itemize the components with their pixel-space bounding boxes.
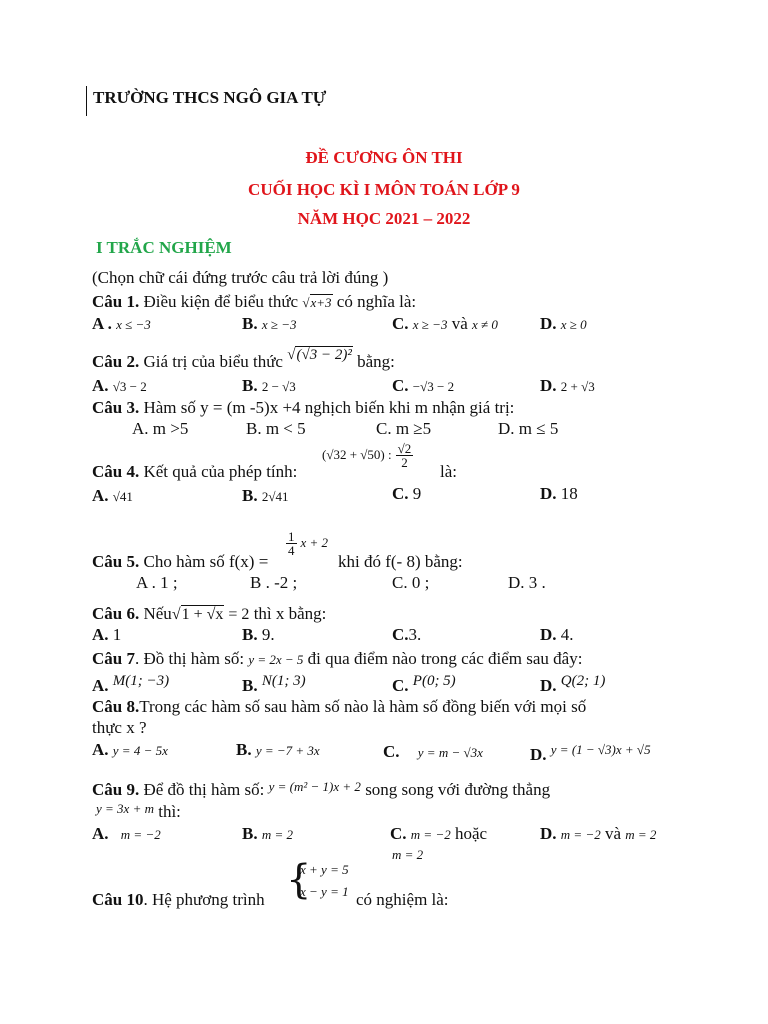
option-label: C. — [392, 625, 409, 644]
question-label: Câu 2. — [92, 352, 140, 371]
question-text-end: đi qua điểm nào trong các điểm sau đây: — [303, 649, 583, 668]
fraction: $\frac{√2}{2}$ — [397, 441, 412, 470]
q9-option-d[interactable] — [540, 824, 656, 844]
q3-option-d[interactable]: D. m ≤ 5 — [498, 419, 559, 438]
q6-option-c[interactable] — [392, 625, 421, 645]
question-text: . Đồ thị hàm số: — [134, 649, 245, 668]
question-5-end: khi đó f(- 8) bằng: — [338, 552, 463, 571]
option-value: m = −2 — [410, 827, 451, 842]
question-7 — [92, 649, 582, 669]
q1-option-b[interactable] — [242, 314, 297, 334]
question-label: Câu 4. — [92, 462, 140, 481]
option-value: N(1; 3) — [261, 673, 306, 689]
question-text: Điều kiện để biểu thức — [139, 292, 299, 311]
q7-option-a[interactable] — [92, 673, 170, 696]
q7-option-b[interactable] — [242, 673, 306, 696]
q5-math-expr — [286, 530, 328, 557]
q6-option-b[interactable] — [242, 625, 275, 645]
option-label: A . — [92, 314, 112, 333]
option-join: và — [451, 314, 468, 333]
q2-option-a[interactable] — [92, 376, 147, 396]
option-value: 4. — [556, 625, 574, 644]
question-4-end: là: — [440, 462, 457, 481]
q5-option-c[interactable]: C. 0 ; — [392, 573, 430, 592]
option-label: B. — [242, 376, 258, 395]
option-label: B. — [236, 740, 252, 759]
q3-option-c[interactable]: C. m ≥5 — [376, 419, 432, 438]
option-value: √3 − 2 — [112, 379, 147, 394]
option-label: D. — [540, 314, 557, 333]
option-value: y = −7 + 3x — [255, 743, 320, 758]
question-10 — [92, 890, 265, 910]
q5-option-b[interactable]: B . -2 ; — [250, 573, 298, 592]
question-text: Giá trị của biểu thức — [139, 352, 283, 371]
option-value: y = (1 − √3)x + √5 — [550, 742, 651, 757]
school-name: TRƯỜNG THCS NGÔ GIA TỰ — [93, 88, 327, 107]
question-1 — [92, 292, 416, 312]
question-3 — [92, 398, 514, 418]
question-text: Hàm số y = (m -5)x +4 nghịch biến khi m nhận giá trị: — [139, 398, 515, 417]
q4-option-a[interactable] — [92, 486, 133, 506]
option-value: 1 — [108, 625, 122, 644]
option-label: A. — [92, 376, 109, 395]
option-value: 2√41 — [261, 489, 289, 504]
question-10-end: có nghiệm là: — [356, 890, 449, 909]
q5-option-d[interactable]: D. 3 . — [508, 573, 546, 592]
math-expr-part: (√32 + √50) : — [322, 447, 392, 463]
option-value: y = m − √3x — [417, 745, 483, 760]
q8-option-d[interactable] — [530, 742, 651, 765]
option-value: 9 — [412, 484, 422, 503]
question-9-line2 — [96, 802, 181, 822]
q3-option-b[interactable]: B. m < 5 — [246, 419, 306, 438]
option-label: D. — [540, 376, 557, 395]
question-label: Câu 6. — [92, 604, 140, 623]
question-text-end: song song với đường thẳng — [360, 780, 551, 799]
q4-option-b[interactable] — [242, 486, 288, 506]
option-label: A. — [92, 824, 109, 843]
q8-option-a[interactable] — [92, 740, 168, 760]
option-value: x ≥ −3 — [261, 317, 297, 332]
math-expr: √1 + √x = 2 — [171, 606, 250, 623]
option-label: C. — [383, 742, 400, 761]
title-line-1: ĐỀ CƯƠNG ÔN THI — [305, 148, 463, 167]
option-value-2: m = 2 — [625, 827, 657, 842]
math-expr: y = 3x + m — [96, 801, 154, 816]
margin-line — [86, 86, 87, 116]
option-value: Q(2; 1) — [560, 673, 606, 689]
q6-option-d[interactable] — [540, 625, 574, 645]
question-2 — [92, 347, 395, 372]
q4-option-d[interactable] — [540, 484, 578, 504]
option-value: m = −2 — [560, 827, 601, 842]
q4-math-expr — [322, 442, 413, 469]
option-label: C. — [392, 314, 409, 333]
option-value: P(0; 5) — [412, 673, 456, 689]
q4-option-c[interactable] — [392, 484, 421, 504]
option-value: 2 + √3 — [560, 379, 595, 394]
math-expr: √x+3 — [302, 295, 332, 310]
option-label: C. — [392, 376, 409, 395]
question-text: Trong các hàm số sau hàm số nào là hàm số đồng biến với mọi số — [139, 697, 587, 716]
option-value: √41 — [112, 489, 133, 504]
option-value: 3. — [408, 625, 422, 644]
math-expr: √(√3 − 2)² — [287, 347, 352, 363]
option-value: x ≥ −3 — [412, 317, 448, 332]
brace-icon: { — [286, 857, 312, 903]
question-label: Câu 5. — [92, 552, 140, 571]
q7-option-c[interactable] — [392, 673, 456, 696]
q8-option-c[interactable] — [383, 742, 483, 762]
option-label: D. — [540, 625, 557, 644]
option-join: hoặc — [450, 824, 488, 843]
question-label: Câu 3. — [92, 398, 140, 417]
option-label: A. — [92, 625, 109, 644]
question-6 — [92, 604, 326, 624]
question-label: Câu 8. — [92, 697, 140, 716]
title-line-3: NĂM HỌC 2021 – 2022 — [297, 209, 471, 228]
option-label: B. — [242, 824, 258, 843]
option-label: C. — [392, 484, 409, 503]
option-label: B. — [242, 486, 258, 505]
option-label: D. — [530, 745, 547, 764]
math-expr-part: x + 2 — [300, 535, 329, 551]
question-label: Câu 7 — [92, 649, 135, 668]
q1-option-a[interactable] — [92, 314, 151, 334]
title-line-2: CUỐI HỌC KÌ I MÔN TOÁN LỚP 9 — [248, 180, 520, 199]
question-8-line2: thực x ? — [92, 718, 147, 737]
option-label: D. — [540, 676, 557, 695]
question-text: Để đồ thị hàm số: — [139, 780, 265, 799]
q5-option-a[interactable]: A . 1 ; — [136, 573, 178, 592]
question-label: Câu 1. — [92, 292, 140, 311]
q3-option-a[interactable]: A. m >5 — [132, 419, 189, 438]
question-text: Nếu — [139, 604, 172, 623]
q9-option-b[interactable] — [242, 824, 293, 844]
option-label: C. — [390, 824, 407, 843]
option-value: 18 — [560, 484, 578, 503]
q9-option-a[interactable] — [92, 824, 161, 844]
question-text-end: bằng: — [352, 352, 395, 371]
q7-option-d[interactable] — [540, 673, 606, 696]
option-label: D. — [540, 484, 557, 503]
option-value: 9. — [257, 625, 275, 644]
option-value: m = −2 — [120, 827, 161, 842]
question-label: Câu 10 — [92, 890, 144, 909]
q2-option-d[interactable] — [540, 376, 595, 396]
option-label: A. — [92, 486, 109, 505]
instruction: (Chọn chữ cái đứng trước câu trả lời đúng ) — [92, 268, 389, 287]
q2-option-c[interactable] — [392, 376, 454, 396]
option-value-2: m = 2 — [392, 847, 424, 862]
option-label: B. — [242, 314, 258, 333]
question-text-end: thì x bằng: — [249, 604, 327, 623]
question-text-end: thì: — [153, 802, 181, 821]
q1-option-d[interactable] — [540, 314, 587, 334]
question-label: Câu 9. — [92, 780, 140, 799]
q1-option-c[interactable] — [392, 314, 498, 334]
q2-option-b[interactable] — [242, 376, 296, 396]
option-value: x ≤ −3 — [116, 317, 151, 332]
option-label: C. — [392, 676, 409, 695]
option-value: −√3 − 2 — [412, 379, 455, 394]
fraction: $\frac{1}{4}$ — [288, 529, 295, 558]
option-value: m = 2 — [261, 827, 294, 842]
math-expr: y = 2x − 5 — [248, 652, 304, 667]
question-4 — [92, 462, 297, 482]
q8-option-b[interactable] — [236, 740, 320, 760]
option-label: A. — [92, 740, 109, 759]
question-text: Kết quả của phép tính: — [139, 462, 298, 481]
question-5 — [92, 552, 268, 572]
question-text: . Hệ phương trình — [143, 890, 265, 909]
q9-option-c-line2 — [392, 844, 423, 864]
option-value: x ≥ 0 — [560, 317, 587, 332]
option-label: B. — [242, 676, 258, 695]
option-value-2: x ≠ 0 — [472, 317, 498, 332]
option-label: B. — [242, 625, 258, 644]
q6-option-a[interactable] — [92, 625, 121, 645]
question-text-end: có nghĩa là: — [332, 292, 417, 311]
question-8 — [92, 697, 586, 717]
option-label: D. — [540, 824, 557, 843]
option-value: 2 − √3 — [261, 379, 296, 394]
math-expr: y = (m² − 1)x + 2 — [268, 779, 361, 794]
option-value: M(1; −3) — [112, 673, 170, 689]
q9-option-c[interactable] — [390, 824, 487, 844]
option-join: và — [600, 824, 622, 843]
section-heading: I TRẮC NGHIỆM — [96, 238, 232, 257]
system-line-1: x + y = 5 — [300, 862, 349, 877]
option-value: y = 4 − 5x — [112, 743, 168, 758]
option-label: A. — [92, 676, 109, 695]
question-9 — [92, 780, 550, 800]
system-line-2: x − y = 1 — [300, 884, 349, 899]
question-text: Cho hàm số f(x) = — [139, 552, 269, 571]
